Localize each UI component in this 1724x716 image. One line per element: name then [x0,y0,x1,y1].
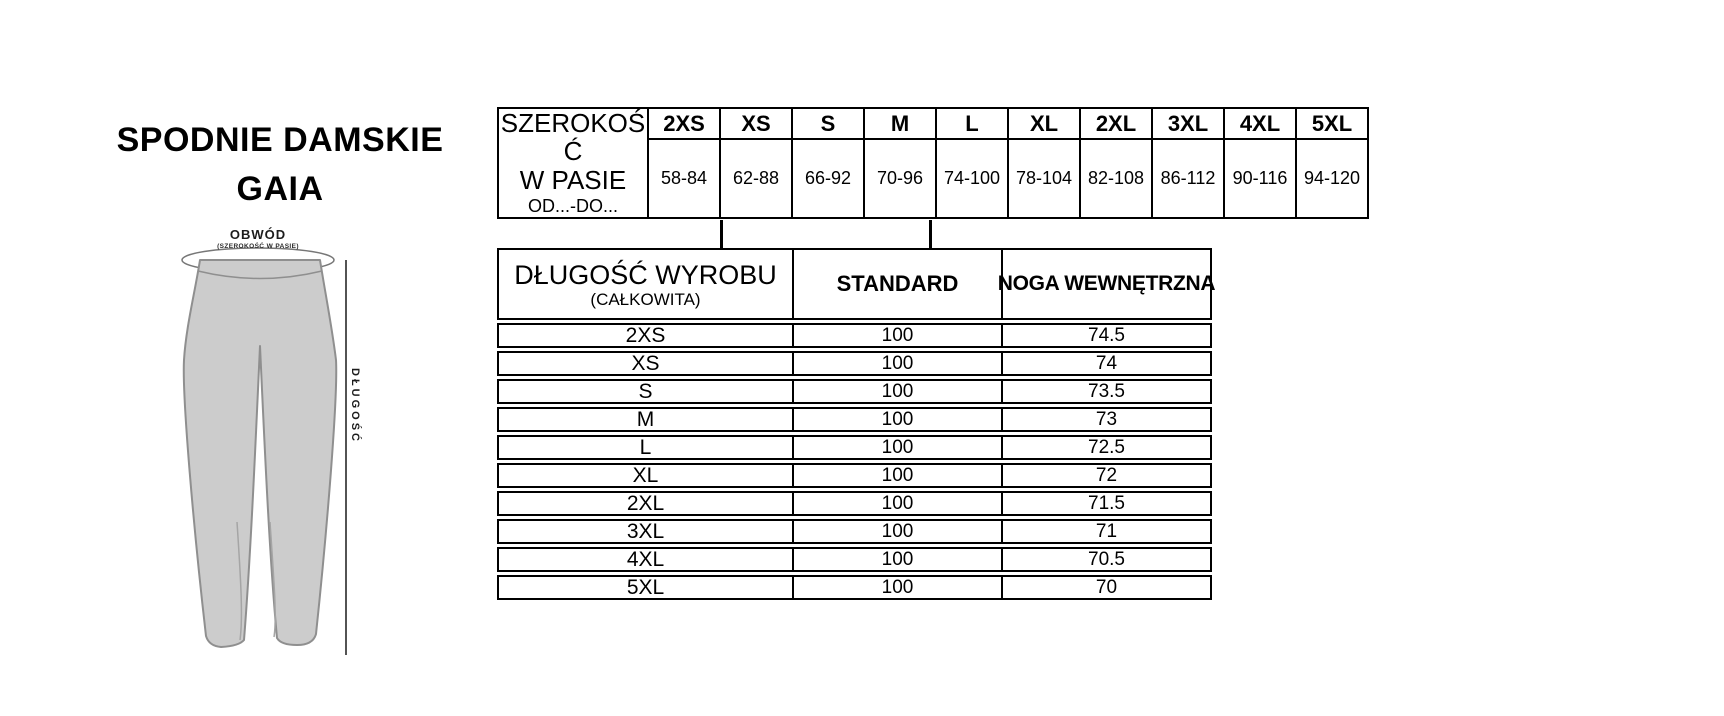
row-inner-leg: 73.5 [1001,381,1210,402]
row-standard: 100 [792,549,1001,570]
waist-range: 86-112 [1152,139,1224,218]
length-header-line2: (CAŁKOWITA) [590,289,701,309]
waist-range: 62-88 [720,139,792,218]
size-header: 2XS [648,108,720,139]
length-table-row [497,547,1212,572]
row-size: XL [632,464,659,487]
waist-label-line2: W PASIE [519,165,627,195]
waist-table-header-row [498,108,1368,139]
size-header: XS [720,108,792,139]
pants-diagram [140,222,390,670]
length-header-line1: DŁUGOŚĆ WYROBU [514,259,777,290]
waist-label-line1: SZEROKOŚĆ [500,108,646,166]
row-standard: 100 [792,325,1001,346]
row-size: XS [631,352,660,375]
size-header: L [936,108,1008,139]
product-title-line1: SPODNIE DAMSKIE [116,121,444,159]
size-header: XL [1008,108,1080,139]
length-table-row [497,519,1212,544]
row-inner-leg: 70.5 [1001,549,1210,570]
row-inner-leg: 72 [1001,465,1210,486]
size-header: 2XL [1080,108,1152,139]
length-measure-label: DŁUGOŚĆ [349,368,361,444]
waist-range: 94-120 [1296,139,1368,218]
length-table-row [497,379,1212,404]
length-table-row [497,491,1212,516]
table-connector-line [720,220,723,250]
waist-range: 82-108 [1080,139,1152,218]
waist-range: 58-84 [648,139,720,218]
row-standard: 100 [792,409,1001,430]
row-standard: 100 [792,381,1001,402]
row-size: L [639,436,652,459]
row-standard: 100 [792,493,1001,514]
length-table-row [497,463,1212,488]
size-header: 5XL [1296,108,1368,139]
row-inner-leg: 74.5 [1001,325,1210,346]
waist-label-line3: OD...-DO... [528,196,618,216]
row-standard: 100 [792,521,1001,542]
row-inner-leg: 71 [1001,521,1210,542]
waist-range: 70-96 [864,139,936,218]
product-title [88,116,472,214]
length-table-row [497,351,1212,376]
waist-range: 78-104 [1008,139,1080,218]
row-standard: 100 [792,353,1001,374]
row-inner-leg: 72.5 [1001,437,1210,458]
row-size: 4XL [626,548,665,571]
row-standard: 100 [792,577,1001,598]
row-size: 5XL [626,576,665,599]
row-size: 2XL [626,492,665,515]
waist-range: 74-100 [936,139,1008,218]
row-inner-leg: 74 [1001,353,1210,374]
row-size: M [636,408,655,431]
inner-leg-header-cell: NOGA WEWNĘTRZNA [1001,250,1210,318]
waist-measure-sublabel: (SZEROKOŚĆ W PASIE) [217,243,299,250]
size-header: S [792,108,864,139]
length-table-row [497,323,1212,348]
waist-table-label-cell [498,108,648,218]
row-inner-leg: 71.5 [1001,493,1210,514]
length-table-row [497,435,1212,460]
pants-silhouette [184,260,336,647]
length-table [497,248,1216,600]
waist-measure-label: OBWÓD [229,227,287,242]
waist-range: 90-116 [1224,139,1296,218]
table-connector-line [929,220,932,250]
row-inner-leg: 73 [1001,409,1210,430]
row-standard: 100 [792,437,1001,458]
size-header: 4XL [1224,108,1296,139]
row-size: 2XS [625,324,666,347]
row-size: 3XL [626,520,665,543]
length-table-row [497,407,1212,432]
standard-header-cell: STANDARD [792,250,1001,318]
size-header: 3XL [1152,108,1224,139]
row-size: S [638,380,653,403]
product-title-line2: GAIA [236,170,324,208]
waist-width-table [497,107,1369,219]
row-inner-leg: 70 [1001,577,1210,598]
length-header-cell [499,250,792,318]
size-header: M [864,108,936,139]
waist-range: 66-92 [792,139,864,218]
row-standard: 100 [792,465,1001,486]
length-table-header [497,248,1216,320]
length-table-row [497,575,1212,600]
